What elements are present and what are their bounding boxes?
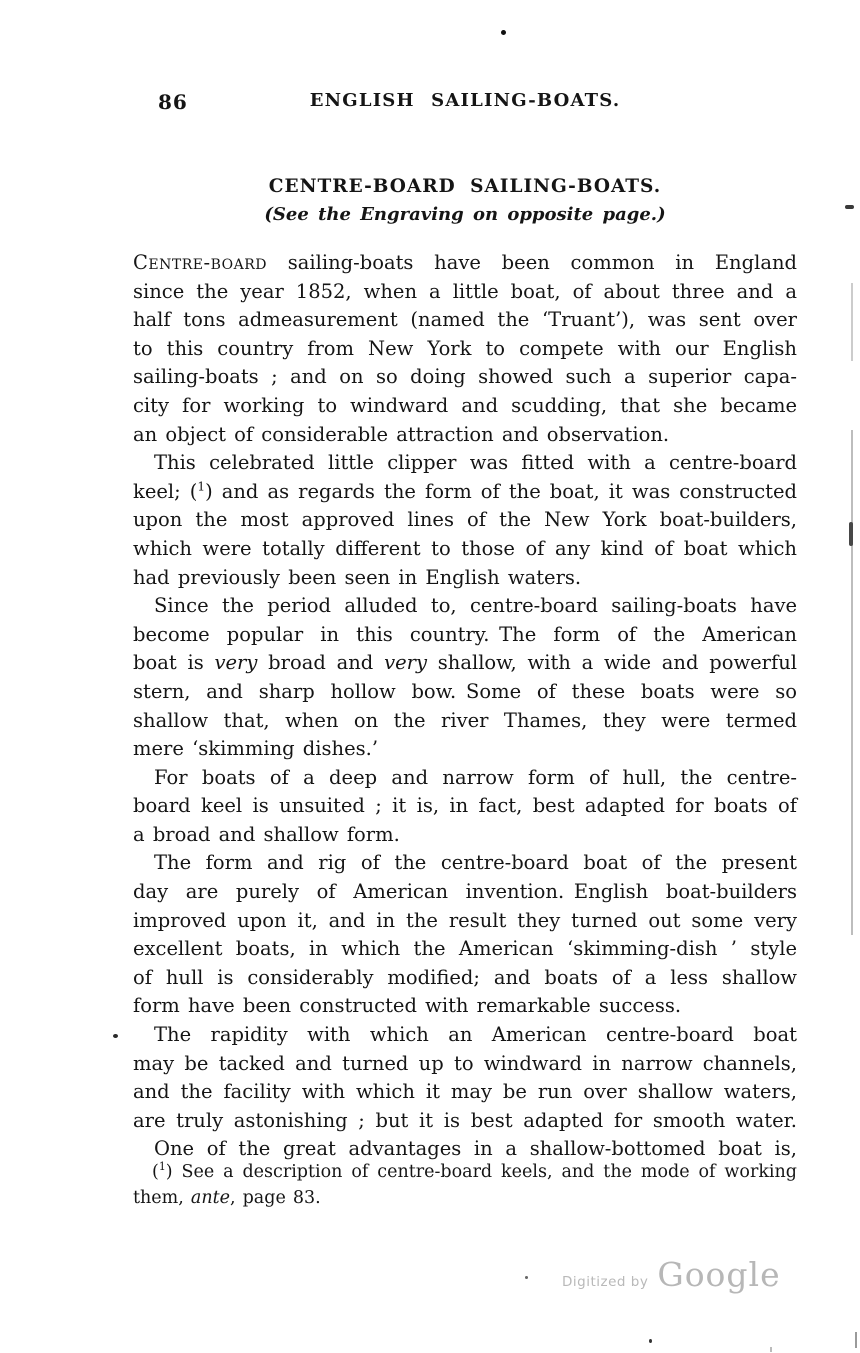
text-line: excellent boats, in which the American ‘skimming-dish ’ style — [133, 937, 797, 961]
watermark — [562, 1255, 781, 1294]
text-line: mere ‘skimming dishes.’ — [133, 737, 379, 761]
text-line: become popular in this country. The form of the American — [133, 622, 797, 646]
text-line: The rapidity with which an American centre-board boat — [154, 1023, 797, 1047]
text-line: For boats of a deep and narrow form of hull, the centre- — [154, 765, 797, 789]
text-line: form have been constructed with remarkable success. — [133, 994, 682, 1018]
text-line: boat is very broad and very shallow, with a wide and powerful — [133, 651, 798, 675]
text-line: This celebrated little clipper was fitted with a centre-board — [154, 451, 797, 475]
scan-mark — [845, 205, 854, 209]
scan-line-artifact — [851, 430, 853, 935]
text-line: board keel is unsuited ; it is, in fact, best adapted for boats of — [133, 794, 797, 818]
body-paragraph — [133, 1160, 797, 1211]
text-line: them, ante, page 83. — [133, 1187, 321, 1208]
text-line: upon the most approved lines of the New York boat-builders, — [133, 508, 797, 532]
text-line: day are purely of American invention. English boat-builders — [133, 880, 797, 904]
text-line: an object of considerable attraction and observation. — [133, 422, 670, 446]
text-line: may be tacked and turned up to windward in narrow channels, — [133, 1051, 797, 1075]
running-header: ENGLISH SAILING-BOATS. — [309, 90, 621, 111]
text-line: One of the great advantages in a shallow-bottomed boat is, — [154, 1137, 797, 1161]
text-line: to this country from New York to compete with our English — [133, 336, 797, 360]
scan-mark — [855, 1332, 857, 1348]
text-line: stern, and sharp hollow bow. Some of these boats were so — [133, 679, 797, 703]
page-header — [133, 90, 797, 116]
body-paragraph — [133, 1021, 797, 1135]
section-title: CENTRE-BOARD SAILING-BOATS. — [268, 176, 662, 197]
text-line: ($^1$) See a description of centre-board keels, and the mode of working — [152, 1160, 797, 1182]
body-paragraph — [133, 592, 797, 764]
page-number: 86 — [158, 90, 188, 114]
text-line: of hull is considerably modified; and boats of a less shallow — [133, 965, 797, 989]
scan-speck — [501, 30, 506, 35]
scan-speck — [113, 1034, 118, 1038]
scan-line-artifact — [851, 283, 853, 361]
text-line: Since the period alluded to, centre-board sailing-boats have — [154, 594, 797, 618]
digitized-by-label: Digitized by — [562, 1274, 649, 1290]
text-line: Centre-board sailing-boats have been common in England — [133, 251, 797, 274]
scan-mark — [849, 522, 853, 546]
body-paragraph — [133, 764, 797, 850]
scan-speck — [649, 1339, 652, 1343]
text-line: had previously been seen in English waters. — [133, 565, 582, 589]
text-line: sailing-boats ; and on so doing showed such a superior capa- — [133, 365, 797, 389]
google-logo: Google — [657, 1255, 781, 1294]
text-line: and the facility with which it may be run over shallow waters, — [133, 1080, 797, 1104]
text-line: which were totally different to those of any kind of boat which — [133, 536, 797, 560]
text-line: shallow that, when on the river Thames, they were termed — [133, 708, 797, 732]
text-line: half tons admeasurement (named the ‘Truant’), was sent over — [133, 308, 797, 332]
body-paragraph — [133, 449, 797, 592]
text-line: are truly astonishing ; but it is best adapted for smooth water. — [133, 1108, 797, 1132]
body-paragraph — [133, 249, 797, 449]
text-line: The form and rig of the centre-board boat of the present — [154, 851, 797, 875]
scan-mark — [770, 1347, 772, 1352]
text-line: since the year 1852, when a little boat, of about three and a — [133, 279, 797, 303]
footnote — [133, 1160, 797, 1211]
section-subtitle: (See the Engraving on opposite page.) — [264, 204, 666, 225]
body-text — [133, 249, 797, 1164]
text-line: a broad and shallow form. — [133, 822, 400, 846]
text-line: improved upon it, and in the result they turned out some very — [133, 908, 797, 932]
text-line: keel; ($^1$) and as regards the form of the boat, it was constructed — [133, 479, 797, 503]
text-line: city for working to windward and scudding, that she became — [133, 393, 797, 417]
scan-speck — [525, 1276, 528, 1279]
body-paragraph — [133, 849, 797, 1021]
